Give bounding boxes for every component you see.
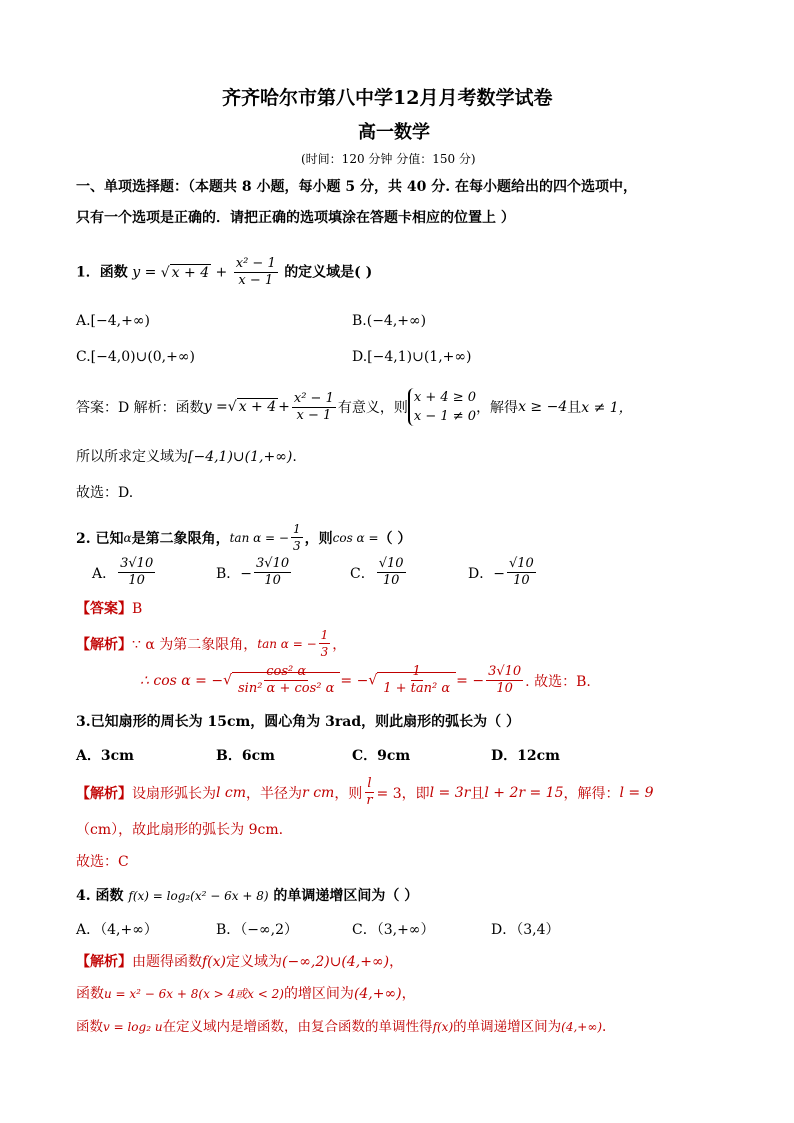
q2-option-b: B．− $\frac{3√10}{10}$ — [216, 556, 290, 588]
question-4-stem: 4. 函数 f(x) = log₂(x² − 6x + 8) 的单调递增区间为（ ） — [76, 888, 419, 904]
q2-option-a: A． $\frac{3√10}{10}$ — [92, 556, 154, 588]
q3-choice: 故选：C — [76, 854, 129, 870]
q3-option-b: B．6cm — [216, 748, 275, 764]
q1-answer-y: y = — [203, 399, 228, 415]
q1-answer-line: 答案：D 解析：函数 y = √ x + 4 + $\frac{\text{x² − 1}}{x - 1}$ 有意义，则 x + 4 ≥ 0 x − 1 ≠ 0 ，解得 x ≥ −4 且 x ≠ 1， — [76, 390, 633, 424]
question-1-stem — [76, 256, 372, 289]
q3-option-d: D．12cm — [491, 748, 560, 764]
q1-fraction: $\frac{\text{x² − 1}}{x - 1}$ — [235, 256, 276, 288]
q1-answer-plus: + — [278, 399, 290, 415]
q1-suffix: 的定义域是( ) — [284, 264, 373, 281]
q4-option-a: A．（4,+∞） — [76, 922, 158, 938]
q1-answer-and: 且 — [567, 400, 582, 416]
q2-option-c: C． $\frac{√10}{10}$ — [350, 556, 404, 588]
q1-sqrt: √ x + 4 — [160, 264, 210, 281]
q1-answer-prefix: 答案：D 解析：函数 — [76, 400, 204, 416]
page-subtitle: 高一数学 — [358, 122, 430, 143]
q1-option-a: A.[−4,+∞) — [76, 313, 150, 329]
section-instructions-line1: 一、单项选择题：（本题共 8 小题，每小题 5 分，共 40 分. 在每小题给出的四个选项中， — [76, 179, 637, 195]
q2-analysis: 【解析】 ∵ α 为第二象限角， tan α = − $\frac{1}{3}$ ， — [76, 628, 347, 659]
q4-analysis-line1: 【解析】由题得函数f(x)定义域为(−∞,2)∪(4,+∞)， — [76, 954, 404, 970]
q1-conclusion: 所以所求定义域为[−4,1)∪(1,+∞). — [76, 449, 297, 465]
q1-answer-result2: x ≠ 1， — [581, 400, 633, 416]
q4-option-d: D．（3,4） — [491, 922, 560, 938]
q4-option-c: C．（3,+∞） — [352, 922, 435, 938]
question-2-stem: 2. 已知 α 是第二象限角， tan α = − $\frac{1}{3}$ ，则 cos α = （ ） — [76, 522, 412, 553]
q1-option-c: C.[−4,0)∪(0,+∞) — [76, 349, 195, 365]
q4-analysis-line2: 函数u = x² − 6x + 8(x > 4或x < 2)的增区间为(4,+∞)， — [76, 986, 416, 1002]
q1-answer-sqrt: x + 4 — [238, 399, 277, 415]
q1-choice: 故选：D. — [76, 485, 134, 501]
q1-system: x + 4 ≥ 0 x − 1 ≠ 0 — [408, 388, 476, 426]
q2-answer: 【答案】B — [76, 601, 143, 617]
q1-prefix: 1．函数 — [76, 264, 128, 281]
q3-option-c: C．9cm — [352, 748, 411, 764]
q4-option-b: B．（−∞,2） — [216, 922, 299, 938]
exam-info: (时间：120 分钟 分值：150 分) — [301, 152, 476, 166]
q1-option-b: B.(−4,+∞) — [352, 313, 427, 329]
q2-derivation: ∴ cos α = − √ $\frac{\text{cos² α}}{\text{sin² α + cos² α}}$ = − √ $\frac{1}{\text{1 + tan² α}}$ = − $\frac{3√10}{10}$ . 故选：B. — [140, 664, 591, 696]
q3-analysis: 【解析】 设扇形弧长为 l cm ，半径为 r cm ，则 $\frac{l}{r}$ = 3，即 l = 3r 且 l + 2r = 15 ，解得： l = 9 — [76, 776, 654, 808]
q1-y: y = — [132, 264, 161, 281]
q3-option-a: A．3cm — [76, 748, 134, 764]
q1-answer-solve: ，解得 — [476, 400, 519, 416]
q1-option-d: D.[−4,1)∪(1,+∞) — [352, 349, 472, 365]
question-3-stem: 3.已知扇形的周长为 15cm，圆心角为 3rad，则此扇形的弧长为（ ） — [76, 714, 521, 730]
q1-answer-mid: 有意义，则 — [337, 400, 408, 416]
q4-analysis-line3: 函数v = log₂ u在定义域内是增函数，由复合函数的单调性得f(x)的单调递增区间为(4,+∞). — [76, 1019, 607, 1035]
q1-answer-result: x ≥ −4 — [518, 399, 568, 415]
section-instructions-line2: 只有一个选项是正确的．请把正确的选项填涂在答题卡相应的位置上 ） — [76, 210, 515, 226]
q1-answer-fraction: $\frac{\text{x² − 1}}{x - 1}$ — [293, 390, 334, 423]
q2-option-d: D．− $\frac{√10}{10}$ — [468, 556, 534, 588]
q3-analysis-line2: （cm），故此扇形的弧长为 9cm. — [76, 822, 284, 838]
q1-plus: + — [211, 264, 232, 281]
page-title: 齐齐哈尔市第八中学12月月考数学试卷 — [222, 87, 553, 109]
